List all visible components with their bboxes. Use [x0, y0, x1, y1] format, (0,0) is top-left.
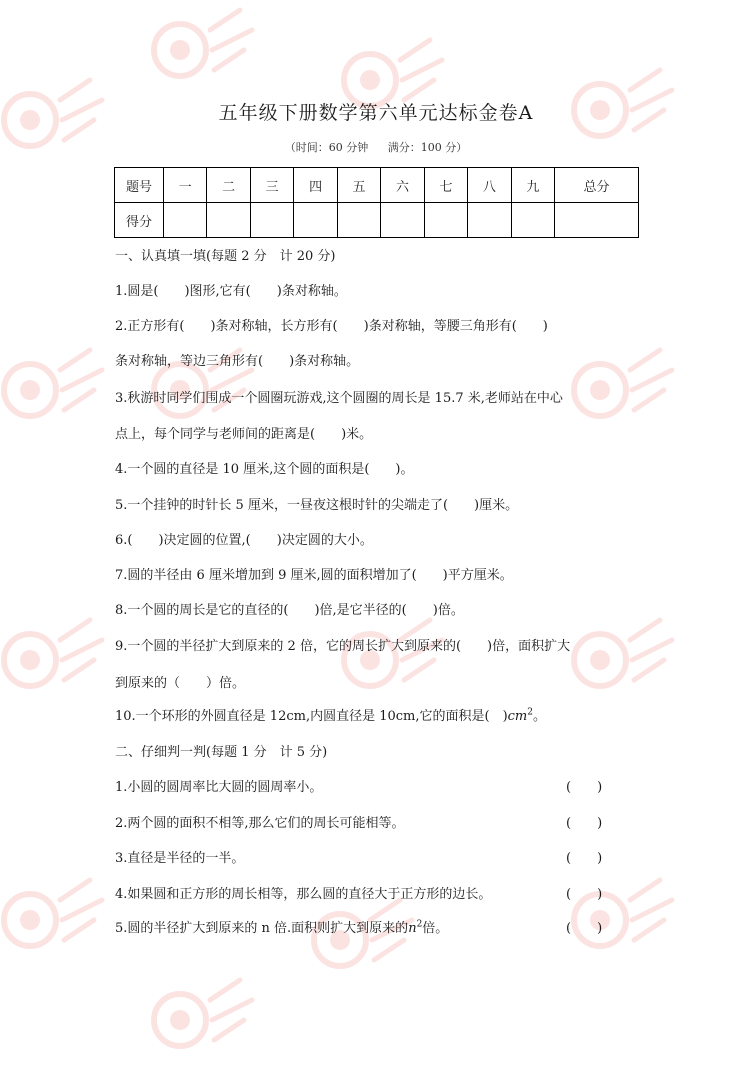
fill-question-3-line2: 点上，每个同学与老师间的距离是( )米。: [115, 427, 373, 442]
exam-info: [0, 139, 752, 155]
watermark-logo: [0, 330, 110, 450]
fill-question-7: 7.圆的半径由 6 厘米增加到 9 厘米,圆的面积增加了( )平方厘米。: [115, 568, 513, 583]
score-table-score-row: [115, 203, 639, 238]
score-input-cell[interactable]: [250, 203, 293, 238]
score-input-cell[interactable]: [424, 203, 467, 238]
exam-time: （时间：60 分钟: [284, 141, 369, 154]
fill-question-9-line2: 到原来的（ ）倍。: [115, 676, 246, 691]
judge-answer-5[interactable]: ( ): [566, 921, 603, 936]
fill-question-10-end: 。: [533, 709, 547, 724]
score-header-cell: 总分: [555, 168, 639, 203]
score-input-cell[interactable]: [468, 203, 511, 238]
score-input-cell[interactable]: [294, 203, 337, 238]
score-header-cell: 六: [381, 168, 424, 203]
score-input-cell[interactable]: [555, 203, 639, 238]
score-header-cell: 一: [164, 168, 207, 203]
judge-question-5-text: 5.圆的半径扩大到原来的 n 倍.面积则扩大到原来的: [115, 921, 409, 936]
var-exponent: 2: [416, 919, 423, 930]
page-title: 五年级下册数学第六单元达标金卷A: [218, 102, 534, 124]
fill-question-1: 1.圆是( )图形,它有( )条对称轴。: [115, 284, 347, 299]
exam-full-score: 满分：100 分）: [387, 141, 468, 154]
watermark-logo: [0, 860, 110, 980]
var-n: n: [408, 921, 417, 936]
score-input-cell[interactable]: [207, 203, 250, 238]
judge-answer-4[interactable]: ( ): [566, 887, 603, 902]
fill-question-2-line2: 条对称轴，等边三角形有( )条对称轴。: [115, 354, 360, 369]
fill-question-3-line1: 3.秋游时同学们围成一个圆圈玩游戏,这个圆圈的周长是 15.7 米,老师站在中心: [115, 391, 563, 406]
watermark-logo: [560, 600, 680, 720]
fill-question-10: [115, 707, 546, 727]
score-header-cell: 四: [294, 168, 337, 203]
score-header-cell: 三: [250, 168, 293, 203]
judge-question-1: 1.小圆的圆周率比大圆的圆周率小。: [115, 780, 323, 795]
score-input-cell[interactable]: [381, 203, 424, 238]
judge-question-5: [115, 919, 448, 939]
score-input-cell[interactable]: [511, 203, 554, 238]
score-header-cell: 题号: [115, 168, 164, 203]
judge-question-5-end: 倍。: [422, 921, 449, 936]
watermark-logo: [560, 330, 680, 450]
score-input-cell[interactable]: [164, 203, 207, 238]
unit-exponent: 2: [527, 707, 533, 718]
fill-question-4: 4.一个圆的直径是 10 厘米,这个圆的面积是( )。: [115, 462, 414, 477]
score-header-cell: 八: [468, 168, 511, 203]
judge-answer-2[interactable]: ( ): [566, 816, 603, 831]
unit-cm: cm: [507, 709, 528, 724]
watermark-logo: [140, 960, 260, 1080]
fill-question-10-text: 10.一个环形的外圆直径是 12cm,内圆直径是 10cm,它的面积是( ): [115, 709, 508, 724]
score-input-cell[interactable]: [337, 203, 380, 238]
score-header-cell: 五: [337, 168, 380, 203]
score-table-header-row: [115, 168, 639, 203]
score-row-label: 得分: [115, 203, 164, 238]
judge-answer-1[interactable]: ( ): [566, 780, 603, 795]
score-header-cell: 二: [207, 168, 250, 203]
fill-question-8: 8.一个圆的周长是它的直径的( )倍,是它半径的( )倍。: [115, 603, 464, 618]
fill-question-5: 5.一个挂钟的时针长 5 厘米，一昼夜这根时针的尖端走了( )厘米。: [115, 498, 519, 513]
watermark-logo: [0, 600, 110, 720]
score-table: [114, 167, 639, 238]
fill-question-6: 6.( )决定圆的位置,( )决定圆的大小。: [115, 533, 373, 548]
fill-question-9-line1: 9.一个圆的半径扩大到原来的 2 倍，它的周长扩大到原来的( )倍，面积扩大: [115, 639, 571, 654]
score-header-cell: 七: [424, 168, 467, 203]
judge-answer-3[interactable]: ( ): [566, 851, 603, 866]
judge-question-4: 4.如果圆和正方形的周长相等，那么圆的直径大于正方形的边长。: [115, 887, 492, 902]
watermark-logo: [140, 0, 260, 110]
judge-question-2: 2.两个圆的面积不相等,那么它们的周长可能相等。: [115, 816, 405, 831]
section1-heading: 一、认真填一填(每题 2 分 计 20 分): [115, 249, 336, 264]
fill-question-2-line1: 2.正方形有( )条对称轴，长方形有( )条对称轴，等腰三角形有( ): [115, 319, 548, 334]
score-header-cell: 九: [511, 168, 554, 203]
judge-question-3: 3.直径是半径的一半。: [115, 851, 245, 866]
section2-heading: 二、仔细判一判(每题 1 分 计 5 分): [115, 745, 328, 760]
